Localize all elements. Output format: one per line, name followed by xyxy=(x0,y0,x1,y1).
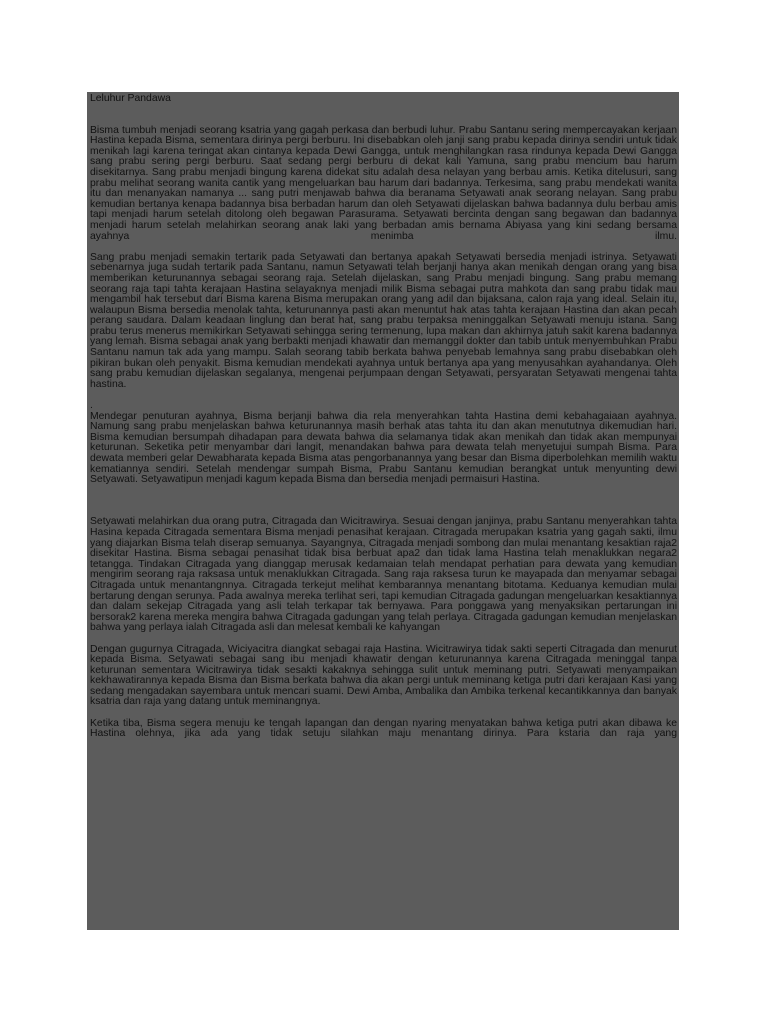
paragraph-3: Mendegar penuturan ayahnya, Bisma berjanji bahwa dia rela menyerahkan tahta Hastina demi kebahagaiaan ayahnya. Namung sang prabu menjelaskan bahwa keturunannya masih berhak atas tahta itu dan akan menututnya dikemudian hari. Bisma kemudian bersumpah dihadapan para dewata bahwa dia selamanya tidak akan menikah dan tidak akan mempunyai keturunan. Seketika petir menyambar dari langit, menandakan bahwa para dewata telah menyetujui sumpah Bisma. Para dewata memberi gelar Dewabharata kepada Bisma atas pengorbanannya yang besar dan Bisma diperbolehkan memilih waktu kematiannya sendiri. Setelah mendengar sumpah Bisma, Prabu Santanu kemudian berangkat untuk menyunting dewi Setyawati. Setyawatipun menjadi kagum kepada Bisma dan bersedia menjadi permaisuri Hastina. xyxy=(90,410,677,486)
blank-gap xyxy=(90,496,677,517)
paragraph-1: Bisma tumbuh menjadi seorang ksatria yang gagah perkasa dan berbudi luhur. Prabu Santanu sering mempercayakan kerjaan Hastina kepada Bisma, sementara dirinya pergi berburu. Ini disebabkan oleh janji sang prabu kepada dirinya sendiri untuk tidak menikah lagi karena teringat akan cintanya kepada Dewi Gangga, untuk menghilangkan rasa rindunya kepada Dewi Gangga sang prabu sering pergi berburu. Saat sedang pergi berburu di dekat kali Yamuna, sang prabu mencium bau harum disekitarnya. Sang prabu menjadi bingung karena didekat situ adalah desa nelayan yang berbau amis. Ketika ditelusuri, sang prabu melihat seorang wanita cantik yang mengeluarkan bau harum dari badannya. Terkesima, sang prabu mendekati wanita itu dan menanyakan namanya ... sang putri menjawab bahwa dia beranama Setyawati anak seorang nelayan. Sang prabu kemudian bertanya kenapa badannya bisa berbadan harum dan oleh Setyawati dijelaskan bahwa badannya dulu berbau amis tapi menjadi harum setelah ditolong oleh begawan Parasurama. Setyawati bercinta dengan sang begawan dan badannya menjadi harum setelah melahirkan seorang anak laki yang berbadan amis bernama Abiyasa yang kini sedang bersama ayahnya menimba ilmu. xyxy=(90,124,677,242)
paragraph-5: Dengan gugurnya Citragada, Wiciyacitra diangkat sebagai raja Hastina. Wicitrawirya tidak sakti seperti Citragada dan menurut kepada Bisma. Setyawati sebagai sang ibu menjadi khawatir dengan keturunannya karena Citragada meninggal tanpa keturunan sementara Wicitrawirya tidak sesakti kakaknya sehingga sulit untuk meminang putri. Setyawati menyampaikan kekhawatirannya kepada Bisma dan Bisma berkata bahwa dia akan pergi untuk meminang ketiga putri dari kerajaan Kasi yang sedang mengadakan sayembara untuk mencari suami. Dewi Amba, Ambalika dan Ambika terkenal kecantikkannya dan banyak ksatria dan raja yang datang untuk meminangnya. xyxy=(90,643,677,708)
paragraph-separator: . xyxy=(90,400,93,412)
paragraph-6: Ketika tiba, Bisma segera menuju ke tengah lapangan dan dengan nyaring menyatakan bahwa ketiga putri akan dibawa ke Hastina olehnya, jika ada yang tidak setuju silahkan maju menantang dirinya. Para kstaria dan raja yang xyxy=(90,717,677,740)
paragraph-4: Setyawati melahirkan dua orang putra, Citragada dan Wicitrawirya. Sesuai dengan janjinya, prabu Santanu menyerahkan tahta Hasina kepada Citragada sementara Bisma menjadi penasihat kerajaan. Citragada merupakan ksatria yang gagah sakti, ilmu yang diajarkan Bisma telah diserap semuanya. Sayangnya, Citragada menjadi sombong dan mulai menantang kesaktian raja2 disekitar Hastina. Bisma sebagai penasihat tidak bisa berbuat apa2 dan tidak lama Hastina telah menaklukkan negara2 tetangga. Tindakan Citragada yang dianggap merusak kedamaian telah mendapat perhatian para dewata yang kemudian mengirim seorang raja raksasa untuk menaklukkan Citragada. Sang raja raksesa turun ke mayapada dan menyamar sebagai Citragada untuk menantangnnya. Citragada terkejut melihat kembarannya menantang bitotama. Keduanya kemudian mulai bertarung dengan serunya. Pada awalnya mereka terlihat seri, tapi kemudian Citragada gadungan mengeluarkan kesaktiannya dan dalam sekejap Citragada yang asli telah terkapar tak bernyawa. Para ponggawa yang menyaksikan pertarungan ini bersorak2 karena mereka mengira bahwa Citragada gadungan yang telah perlaya. Citragada gadungan kemudian menjelaskan bahwa yang perlaya ialah Citragada asli dan melesat kembali ke kahyangan xyxy=(90,516,677,634)
document-title: Leluhur Pandawa xyxy=(90,93,171,104)
document-page xyxy=(87,92,679,930)
paragraph-2: Sang prabu menjadi semakin tertarik pada Setyawati dan bertanya apakah Setyawati bersedia menjadi istrinya. Setyawati sebenarnya juga sudah tertarik pada Santanu, namun Setyawati telah berjanji hanya akan menikah dengan orang yang bisa memberikan keturunannya sebagai seorang raja. Setelah dijelaskan, sang Prabu menjadi bingung. Sang prabu memang seorang raja tapi tahta kerajaan Hastina selayaknya menjadi milik Bisma sebagai putra mahkota dan sang prabu tidak mau mengambil hak tersebut dari Bisma karena Bisma merupakan orang yang adil dan bijaksana, calon raja yang ideal. Selain itu, walaupun Bisma bersedia menolak tahta, keturunannya pasti akan menuntut hak atas tahta kerajaan Hastina dan akan pecah perang saudara. Dalam keadaan linglung dan berat hat, sang prabu terpaksa meninggalkan Setyawati menuju istana. Sang prabu terus menerus memikirkan Setyawati sehingga sering termenung, lupa makan dan akhirnya jatuh sakit karena badannya yang lemah. Bisma sebagai anak yang berbakti menjadi khawatir dan memanggil dokter dan tabib untuk menyembuhkan Prabu Santanu namun tak ada yang mampu. Salah seorang tabib berkata bahwa penyebab lemahnya sang prabu disebabkan oleh pikiran bukan oleh penyakit. Bisma kemudian mendekati ayahnya untuk bertanya apa yang menyusahkan ayahandanya. Oleh sang prabu kemudian dijelaskan segalanya, mengenai perjumpaan dengan Setyawati, persyaratan Setyawati mengenai tahta hastina. xyxy=(90,251,677,390)
